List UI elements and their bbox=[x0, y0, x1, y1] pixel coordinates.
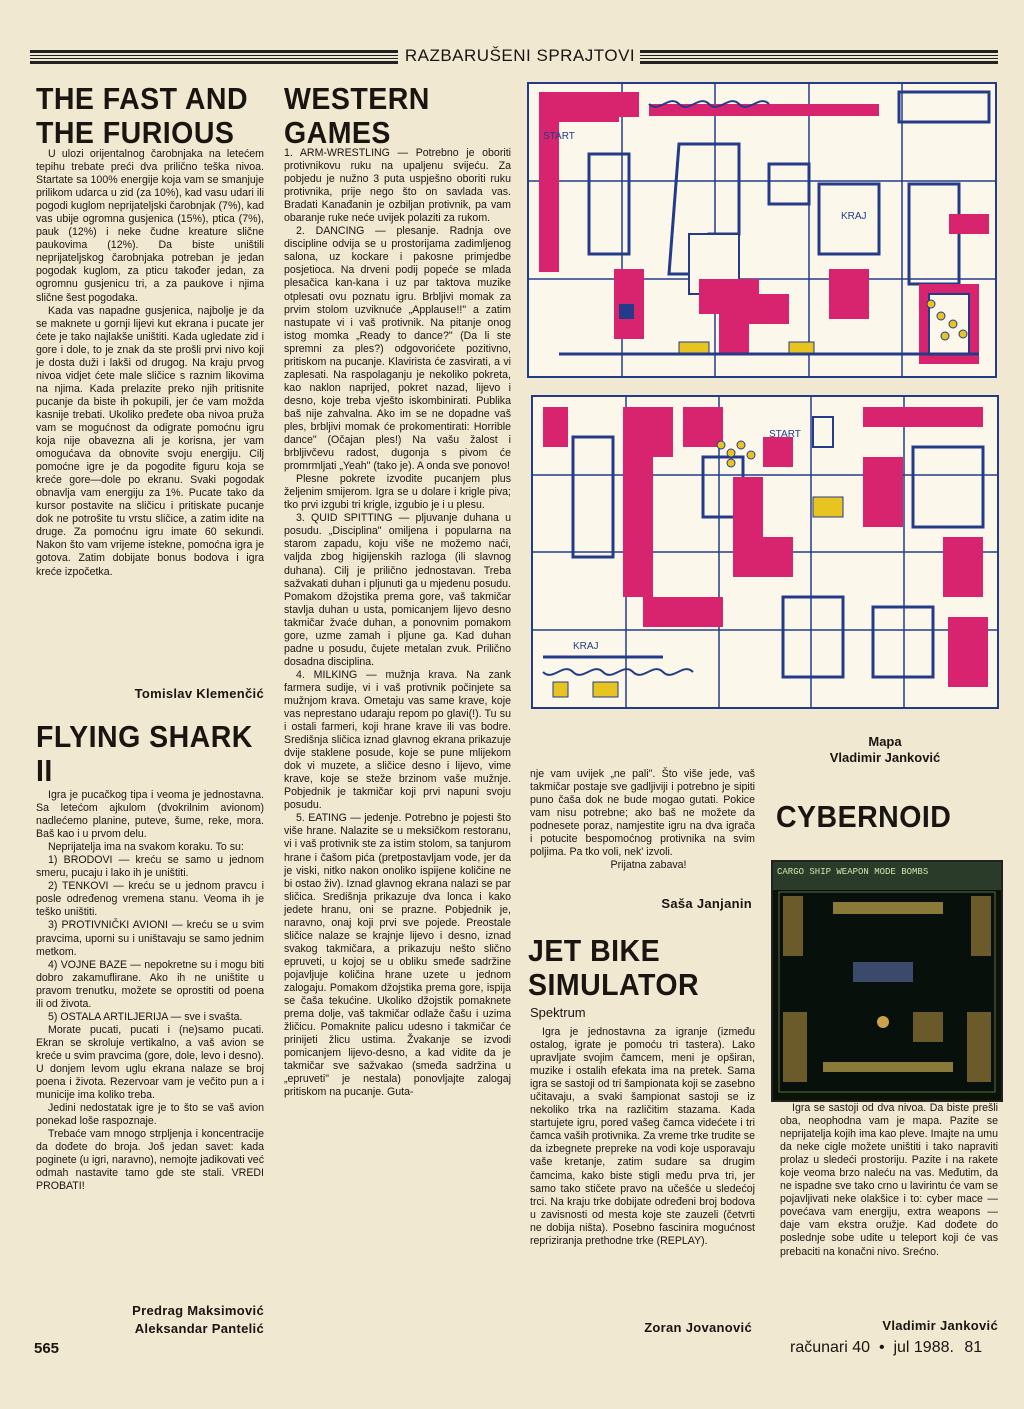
footer-issue bbox=[790, 1339, 1002, 1357]
jet-bike-subtitle: Spektrum bbox=[530, 1005, 586, 1020]
jet-bike-body bbox=[530, 1026, 755, 1248]
map2-end-label: KRAJ bbox=[573, 641, 599, 652]
article-paragraph: Prijatna zabava! bbox=[610, 859, 687, 872]
cybernoid-map-level-2 bbox=[531, 395, 999, 709]
header-rule-right bbox=[640, 50, 998, 64]
western-games-author: Saša Janjanin bbox=[661, 896, 752, 911]
map-level-1-drawing bbox=[529, 84, 995, 376]
magazine-name: računari 40 bbox=[790, 1339, 871, 1356]
map-credit: Mapa Vladimir Janković bbox=[829, 734, 941, 765]
fast-furious-author: Tomislav Klemenčić bbox=[134, 686, 264, 701]
map1-end-label: KRAJ bbox=[841, 211, 867, 222]
map-level-2-drawing bbox=[533, 397, 997, 707]
article-paragraph: 3) PROTIVNIČKI AVIONI — kreću se u svim pravcima, uporni su i uništavaju se samo jednim metkom. bbox=[36, 919, 264, 958]
issue-date: jul 1988. bbox=[893, 1339, 954, 1356]
article-paragraph: nje vam uvijek „ne pali". Što više jede, vaš takmičar postaje sve gadljiviji i potrebno je sipiti puno čaša dok ne bude mogao gutati. Pokice vam nisu potrebne; ako baš ne možete da podnesete poraz, namjestite igru na dva igrača i potucite bespomoćnog protivnika na svim poljima. Pa tko voli, nek' izvoli. bbox=[530, 768, 755, 859]
article-paragraph: Neprijatelja ima na svakom koraku. To su: bbox=[48, 841, 244, 854]
page-number-right: 81 bbox=[964, 1339, 983, 1356]
article-paragraph: 4. MILKING — mužnja krava. Na zank farmera sudije, vi i vaš protivnik počinjete sa mužnjom krava. Ometaju vas same krave, koje vas neprestano udaraju repom po glavi(!). Tu su i ostali farmeri, koji hrane krave ili vas bodre. Središnja sličica iznad glavnog ekrana prikazuje dvije staklene posude, koje se pune mlijekom dok vi muzete, a sličice desno i lijevo, vime krave, koje se steže brzinom vaše mužnje. Pobjednik je takmičar koji prvi napuni svoju posudu. bbox=[284, 668, 511, 812]
cybernoid-hud: CARGO SHIP WEAPON MODE BOMBS bbox=[777, 867, 929, 877]
article-paragraph: 4) VOJNE BAZE — nepokretne su i mogu biti dobro zakamuflirane. Ako ih ne uništite u pravom trenutku, možete se oprostiti od poena ili od života. bbox=[36, 958, 264, 1010]
western-games-continued bbox=[530, 768, 755, 872]
article-paragraph: 5) OSTALA ARTILJERIJA — sve i svašta. bbox=[48, 1010, 243, 1023]
cybernoid-title: CYBERNOID bbox=[776, 799, 952, 834]
article-paragraph: Trebaće vam mnogo strpljenja i koncentracije da dođete do broja. Još jedan savet: kada poginete (u igri, naravno), nemojte jadikovati već odmah nastavite tamo gde ste stali. VREDI PROBATI! bbox=[36, 1128, 264, 1193]
cybernoid-screenshot-drawing bbox=[773, 862, 1001, 1100]
map2-start-label: START bbox=[769, 429, 801, 440]
article-paragraph: 1. ARM-WRESTLING — Potrebno je oboriti protivnikovu ruku na upaljenu svijeću. Za pobjedu je nužno 3 puta uspješno oboriti ruku protivnika, prije nego što on savlada vas. Bradati Kanađanin je ozbiljan protivnik, pa vam obaranje ruke neće uvijek polaziti za rukom. bbox=[284, 147, 511, 225]
western-games-title: WESTERN GAMES bbox=[284, 81, 430, 150]
article-paragraph: Plesne pokrete izvodite pucanjem plus željenim smijerom. Igra se u dolare i krigle piva; tko prvi izgubi tri krigle, izgubio je i u plesu. bbox=[284, 473, 511, 512]
article-paragraph: 2. DANCING — plesanje. Radnja ove discipline odvija se u prostorijama zadimljenog salona, uz kockare i pakosne primjedbe posjetioca. Na drveni podij popeće se mlada plesačica kan-kana i uz par taktova muzike otplesati ovu poznatu igru. Brbljivi momak za prvim stolom uzviknuće „Applause!!" a zatim nastupate vi i vaš protivnik. Na pitanje onog istog momka „Ready to dance?" (Da li ste spremni za ples?) odgovorićete pozitivno, pritiskom na pucanje. Klaviristа će zasvirati, a vi zaplesati. Na raspolaganju je nekoliko pokreta, kao naklon naprijed, pokret nazad, lijevo i desno, koje treba vješto iskombinirati. Publika baš nije zahvalna. Ako im se ne dopadne vaš ples, brbljivi momak će prokomentirati: Horrible dance" (Očajan ples!) Na vašu žalost i brbljivčevu radost, dugonja s pivom će promrmljati „Yeah" (tako je). A onda sve ponovo! bbox=[284, 225, 511, 473]
cybernoid-body bbox=[780, 1102, 998, 1259]
cybernoid-screenshot bbox=[771, 860, 1003, 1102]
header-rule-left bbox=[30, 50, 398, 64]
article-paragraph: 3. QUID SPITTING — pljuvanje duhana u posudu. „Disciplina" omiljena i popularna na starom zapadu, koju više ne možemo naći, valjda zbog higijenskih razloga (ili slavnog duhana). Cilj je prilično jednostavan. Treba sažvakati duhan i pljunuti ga u mjedenu posudu. Pomakom džojstika prema gore, vaš takmičar stavlja duhan u usta, pomicanjem lijevo desno takmičar žvaće duhan, a ponovnim pomakom gore, uzme zamah i pljune ga. Kad duhan padne u posudu, čujete metalan zvuk. Prilično dosadna disciplina. bbox=[284, 512, 511, 668]
fast-furious-title: THE FAST AND THE FURIOUS bbox=[36, 81, 249, 150]
article-paragraph: Igra je jednostavna za igranje (između ostalog, igrate je pomoću tri tastera). Lako upravljate svojim čamcem, meni je opširan, muzike i ostalih efekata ima na pretek. Sama igra se sastoji od tri šampionata koji se zasebno učitavaju, a svaki šampionat sastoji se iz nekoliko trka na različitim stazama. Kada startujete igru, pored vašeg čamca videćete i tri čamca vaših protivnika. Za vreme trke trudite se da izbegnete prepreke na vodi koje usporavaju vaše kretanje, zatim sudare sa drugim čamcima, kako biste stigli među prva tri, jer samo tako stičete pravo na učešće u sledećoj trci. Na kraju trke dobijate određeni broj bodova u zavisnosti od mesta koje ste zauzeli (četvrti ne dobija ništa). Posebno fascinira mogućnost repriziranja prethodne trke (REPLAY). bbox=[530, 1026, 755, 1247]
jet-bike-author: Zoran Jovanović bbox=[644, 1320, 752, 1335]
article-paragraph: Igra se sastoji od dva nivoa. Da biste prešli oba, neophodna vam je mapa. Pazite se neprijatelja kojih ima kao pleve. Imajte na umu da neke cigle možete uništiti i tako napraviti prolaz u sledeći prostoriju. Pazite i na rakete koje veoma brzo naleću na vas. Međutim, da ne ispadne sve tako crno u lavirintu će vam se pojavljivati neke olakšice i to: cyber mace — povećava vam energiju, extra weapons — daje vam ekstra oružje. Kad dođete do poslednje sobe udite u teleport koji će vas prebaciti na konačni nivo. Srećno. bbox=[780, 1102, 998, 1258]
article-paragraph: 1) BRODOVI — kreću se samo u jednom smeru, pucaju i lako ih je uništiti. bbox=[36, 854, 264, 880]
section-title: RAZBARUŠENI SPRAJTOVI bbox=[404, 46, 636, 65]
article-paragraph: Igra je pucačkog tipa i veoma je jednostavna. Sa letećom ajkulom (dvokrilnim avionom) nadlećemo planine, puteve, šume, reke, mora. Baš kao i u prvom delu. bbox=[36, 789, 264, 841]
article-paragraph: Morate pucati, pucati i (ne)samo pucati. Ekran se skroluje vertikalno, a vaš avion se kreće u svim pravcima (gore, dole, levo i desno). U donjem levom uglu ekrana nalaze se broj poena i života. Rezervoar vam je večito pun a i municije ima koliko treba. bbox=[36, 1023, 264, 1102]
western-games-body bbox=[284, 147, 511, 1099]
flying-shark-author-2: Aleksandar Pantelić bbox=[134, 1321, 264, 1336]
article-paragraph: 5. EATING — jedenje. Potrebno je pojesti što više hrane. Nalazite se u meksičkom restoranu, vi i vaš protivnik ste za istim stolom, sa tanjurom hrane i čašom pića (pretpostavljam vode, jer da je viski, nitko nakon onoliko ispijene količine ne bi ostao živ). Iznad glavnog ekrana nalazi se par sličica. Središnja prikazuje dva lonca i kako jedete hranu, oni se prazne. Pobjednik je, naravno, onaj koji prvi sve pojede. Preostale sličice nalaze se krajnje lijevo i desno, iznad svakog takmičara, a prikazuju nešto slično epruveti, u kojoj se u obliku smeđe sadržine pojavljuje količina hrane uzete u jednom zalogaju. Pomakom džojstika prema gore, ispija se čaša tekućine. Ukoliko džojstik pomaknete prema dolje, vaš takmičar odlaže čašu i uzima žličicu. Pomaknite palicu udesno i takmičar će prinijeti žlicu ustima. Žvakanje se izvodi pomicanjem lijevo-desno, a kad vidite da je takmičar sve sažvakao (smeđa sadržina u „epruveti" je nestala) ponovljajte zalogaj pritiskom na pucanje. Guta- bbox=[284, 812, 511, 1099]
section-header bbox=[30, 44, 998, 66]
cybernoid-map-level-1 bbox=[527, 82, 997, 378]
cybernoid-author: Vladimir Janković bbox=[882, 1318, 998, 1333]
fast-furious-body bbox=[36, 148, 264, 579]
article-paragraph: Kada vas napadne gusjenica, najbolje je da se maknete u gornji lijevi kut ekrana i pucate jer ćete je tako najlakše uništiti. Kada ugledate zid i gore i dole, to je znak da ste prošli prvi nivo koji je dosta duži i lakši od drugog. Na kraju prvog nivoa vidjet ćete male sličice s raznim likovima na njima. Kada prelazite preko njih pritisnite pucanje da biste ih pokupili, jer će vam možda kasnije trebati. Ukoliko pređete oba nivoa pruža vam se mogućnost da odigrate pomoćnu igru koja nije obavezna ali je korisna, jer vam omogućava da obnovite svoju energiju. Cilj pomoćne igre je da pogodite figuru koja se kreće gore—dole po ekranu. Svaki pogodak obnavlja vam energiju za 1%. Pucate tako da kursor postavite na sličicu i pritiskate pucanje dok ne potrošite tu vrstu sličice, a zatim idite na druge. Za pomoćnu igru imate 60 sekundi. Nakon što vam vrijeme istekne, pomoćna igra je gotova. Zatim dobijate bonus bodova i igra kreće izpočetka. bbox=[36, 304, 264, 578]
article-paragraph: Jedini nedostatak igre je to što se vaš avion ponekad loše raspoznaje. bbox=[36, 1102, 264, 1128]
map1-start-label: START bbox=[543, 131, 575, 142]
article-paragraph: U ulozi orijentalnog čarobnjaka na letećem tepihu trebate preći dva prilično teška nivoa. Startate sa 100% energije koja vam se smanjuje prilikom udarca u zid (za 10%), kad vasu udari ili pogodi kuglom neprijateljski čarobnjak (7%), kad vas ubije ogromna gusjenica (15%), ptica (7%), pauk (12%) i neke čudne kreature slične paukovima (12%). Da biste uništili neprijateljskog čarobnjaka potreban je jedan pogodak kuglom, za pticu također jedan, za ogromnu gusjenicu tri, a za paukove i njima slične šest pogodaka. bbox=[36, 148, 264, 304]
flying-shark-title: FLYING SHARK II bbox=[36, 719, 253, 788]
bullet-separator: • bbox=[874, 1339, 889, 1356]
flying-shark-author-1: Predrag Maksimović bbox=[132, 1303, 264, 1318]
flying-shark-body bbox=[36, 789, 264, 1193]
page-number-left: 565 bbox=[34, 1340, 60, 1357]
article-paragraph: 2) TENKOVI — kreću se u jednom pravcu i posle određenog vremena stanu. Veoma ih je teško uništiti. bbox=[36, 880, 264, 919]
jet-bike-title: JET BIKE SIMULATOR bbox=[528, 933, 700, 1002]
